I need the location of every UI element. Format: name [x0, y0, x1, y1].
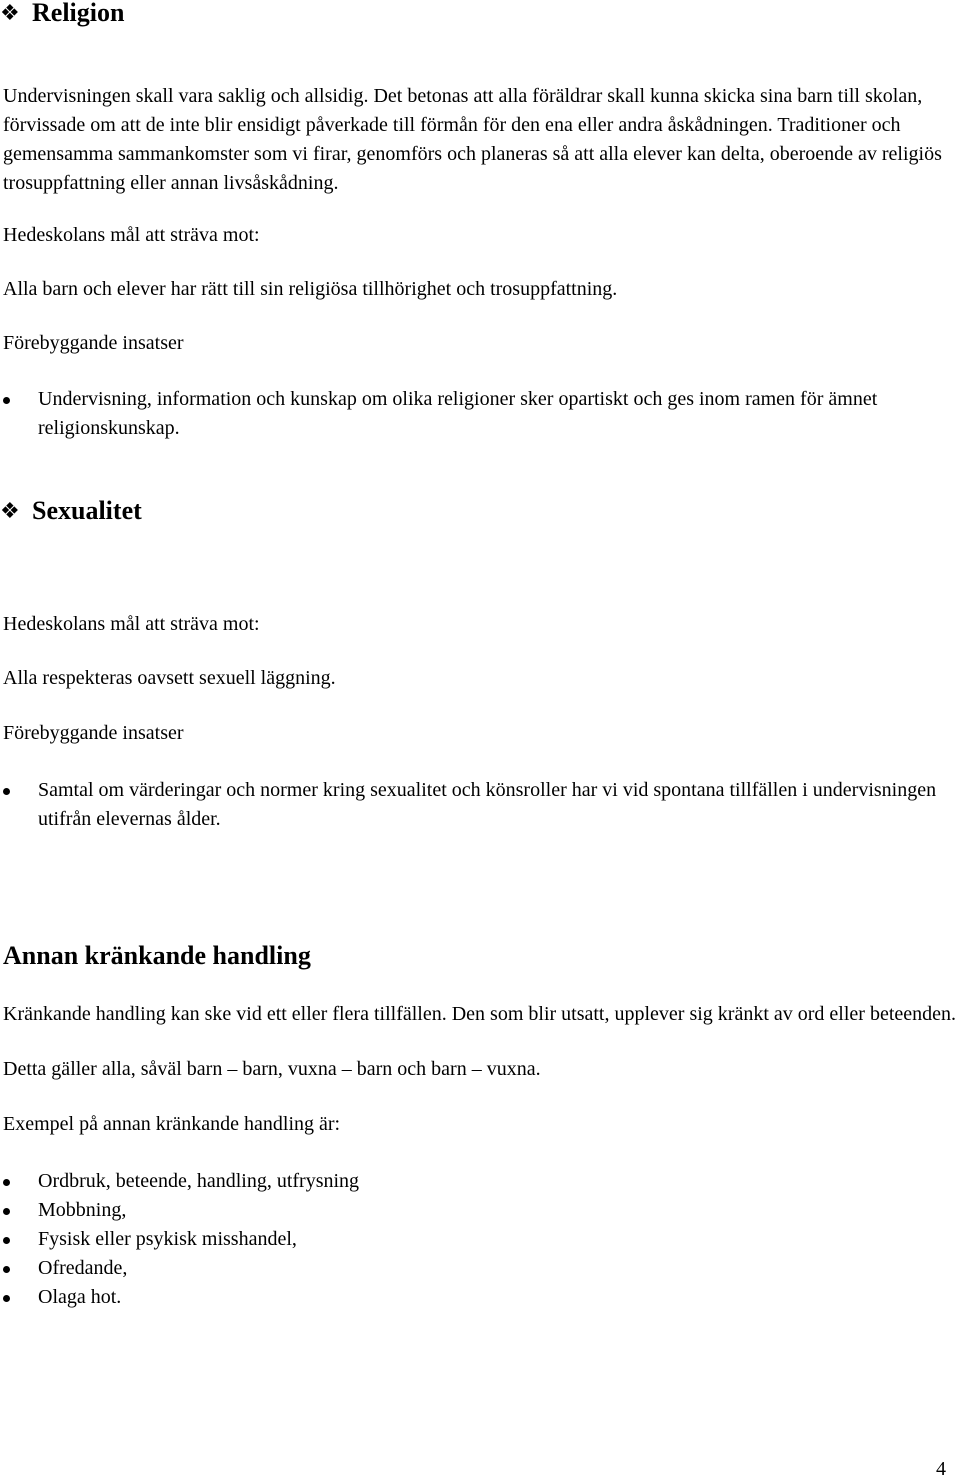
list-item: Ordbruk, beteende, handling, utfrysning — [0, 1167, 955, 1196]
annan-paragraph-1: Kränkande handling kan ske vid ett eller flera tillfällen. Den som blir utsatt, upplever sig kränkt av ord eller beteenden. — [3, 1003, 957, 1025]
annan-heading: Annan kränkande handling — [3, 941, 311, 970]
list-item: Olaga hot. — [0, 1283, 955, 1312]
annan-examples-intro: Exempel på annan kränkande handling är: — [3, 1113, 341, 1135]
bullet-dot-icon — [3, 1295, 10, 1302]
religion-goal-heading: Hedeskolans mål att sträva mot: — [3, 224, 260, 246]
sexualitet-heading — [0, 496, 142, 526]
list-item: Mobbning, — [0, 1196, 955, 1225]
sexualitet-bullet-list — [0, 776, 958, 834]
sexualitet-goal-heading: Hedeskolans mål att sträva mot: — [3, 613, 260, 635]
page-number: 4 — [936, 1458, 946, 1480]
religion-prevent-heading: Förebyggande insatser — [3, 332, 184, 354]
bullet-dot-icon — [3, 1208, 10, 1215]
list-item: Undervisning, information och kunskap om olika religioner sker opartiskt och ges inom ramen för ämnet religionskunskap. — [0, 385, 955, 443]
religion-intro: Undervisningen skall vara saklig och allsidig. Det betonas att alla föräldrar skall kunna skicka sina barn till skolan, förvissade om att de inte blir ensidigt påverkade till förmån för den ena eller andra åskådningen. Traditioner och gemensamma sammankomster som vi firar, genomförs och planeras så att alla elever kan delta, oberoende av religiös trosuppfattning eller annan livsåskådning. — [3, 85, 942, 194]
annan-paragraph-2: Detta gäller alla, såväl barn – barn, vuxna – barn och barn – vuxna. — [3, 1058, 541, 1080]
diamond-bullet-icon: ❖ — [0, 498, 20, 523]
sexualitet-heading-text: Sexualitet — [32, 496, 142, 525]
bullet-dot-icon — [3, 1179, 10, 1186]
bullet-dot-icon — [3, 788, 10, 795]
sexualitet-prevent-heading: Förebyggande insatser — [3, 722, 184, 744]
diamond-bullet-icon: ❖ — [0, 0, 20, 25]
annan-bullet-list — [0, 1167, 955, 1312]
religion-goal-text: Alla barn och elever har rätt till sin religiösa tillhörighet och trosuppfattning. — [3, 278, 618, 300]
list-item: Fysisk eller psykisk misshandel, — [0, 1225, 955, 1254]
list-item: Ofredande, — [0, 1254, 955, 1283]
sexualitet-goal-text: Alla respekteras oavsett sexuell läggning. — [3, 667, 336, 689]
religion-heading-text: Religion — [32, 0, 125, 27]
religion-bullet-list — [0, 385, 955, 443]
bullet-dot-icon — [3, 1237, 10, 1244]
list-item: Samtal om värderingar och normer kring sexualitet och könsroller har vi vid spontana tillfällen i undervisningen utifrån elevernas ålder. — [0, 776, 958, 834]
bullet-dot-icon — [3, 1266, 10, 1273]
bullet-dot-icon — [3, 397, 10, 404]
religion-heading — [0, 0, 124, 28]
